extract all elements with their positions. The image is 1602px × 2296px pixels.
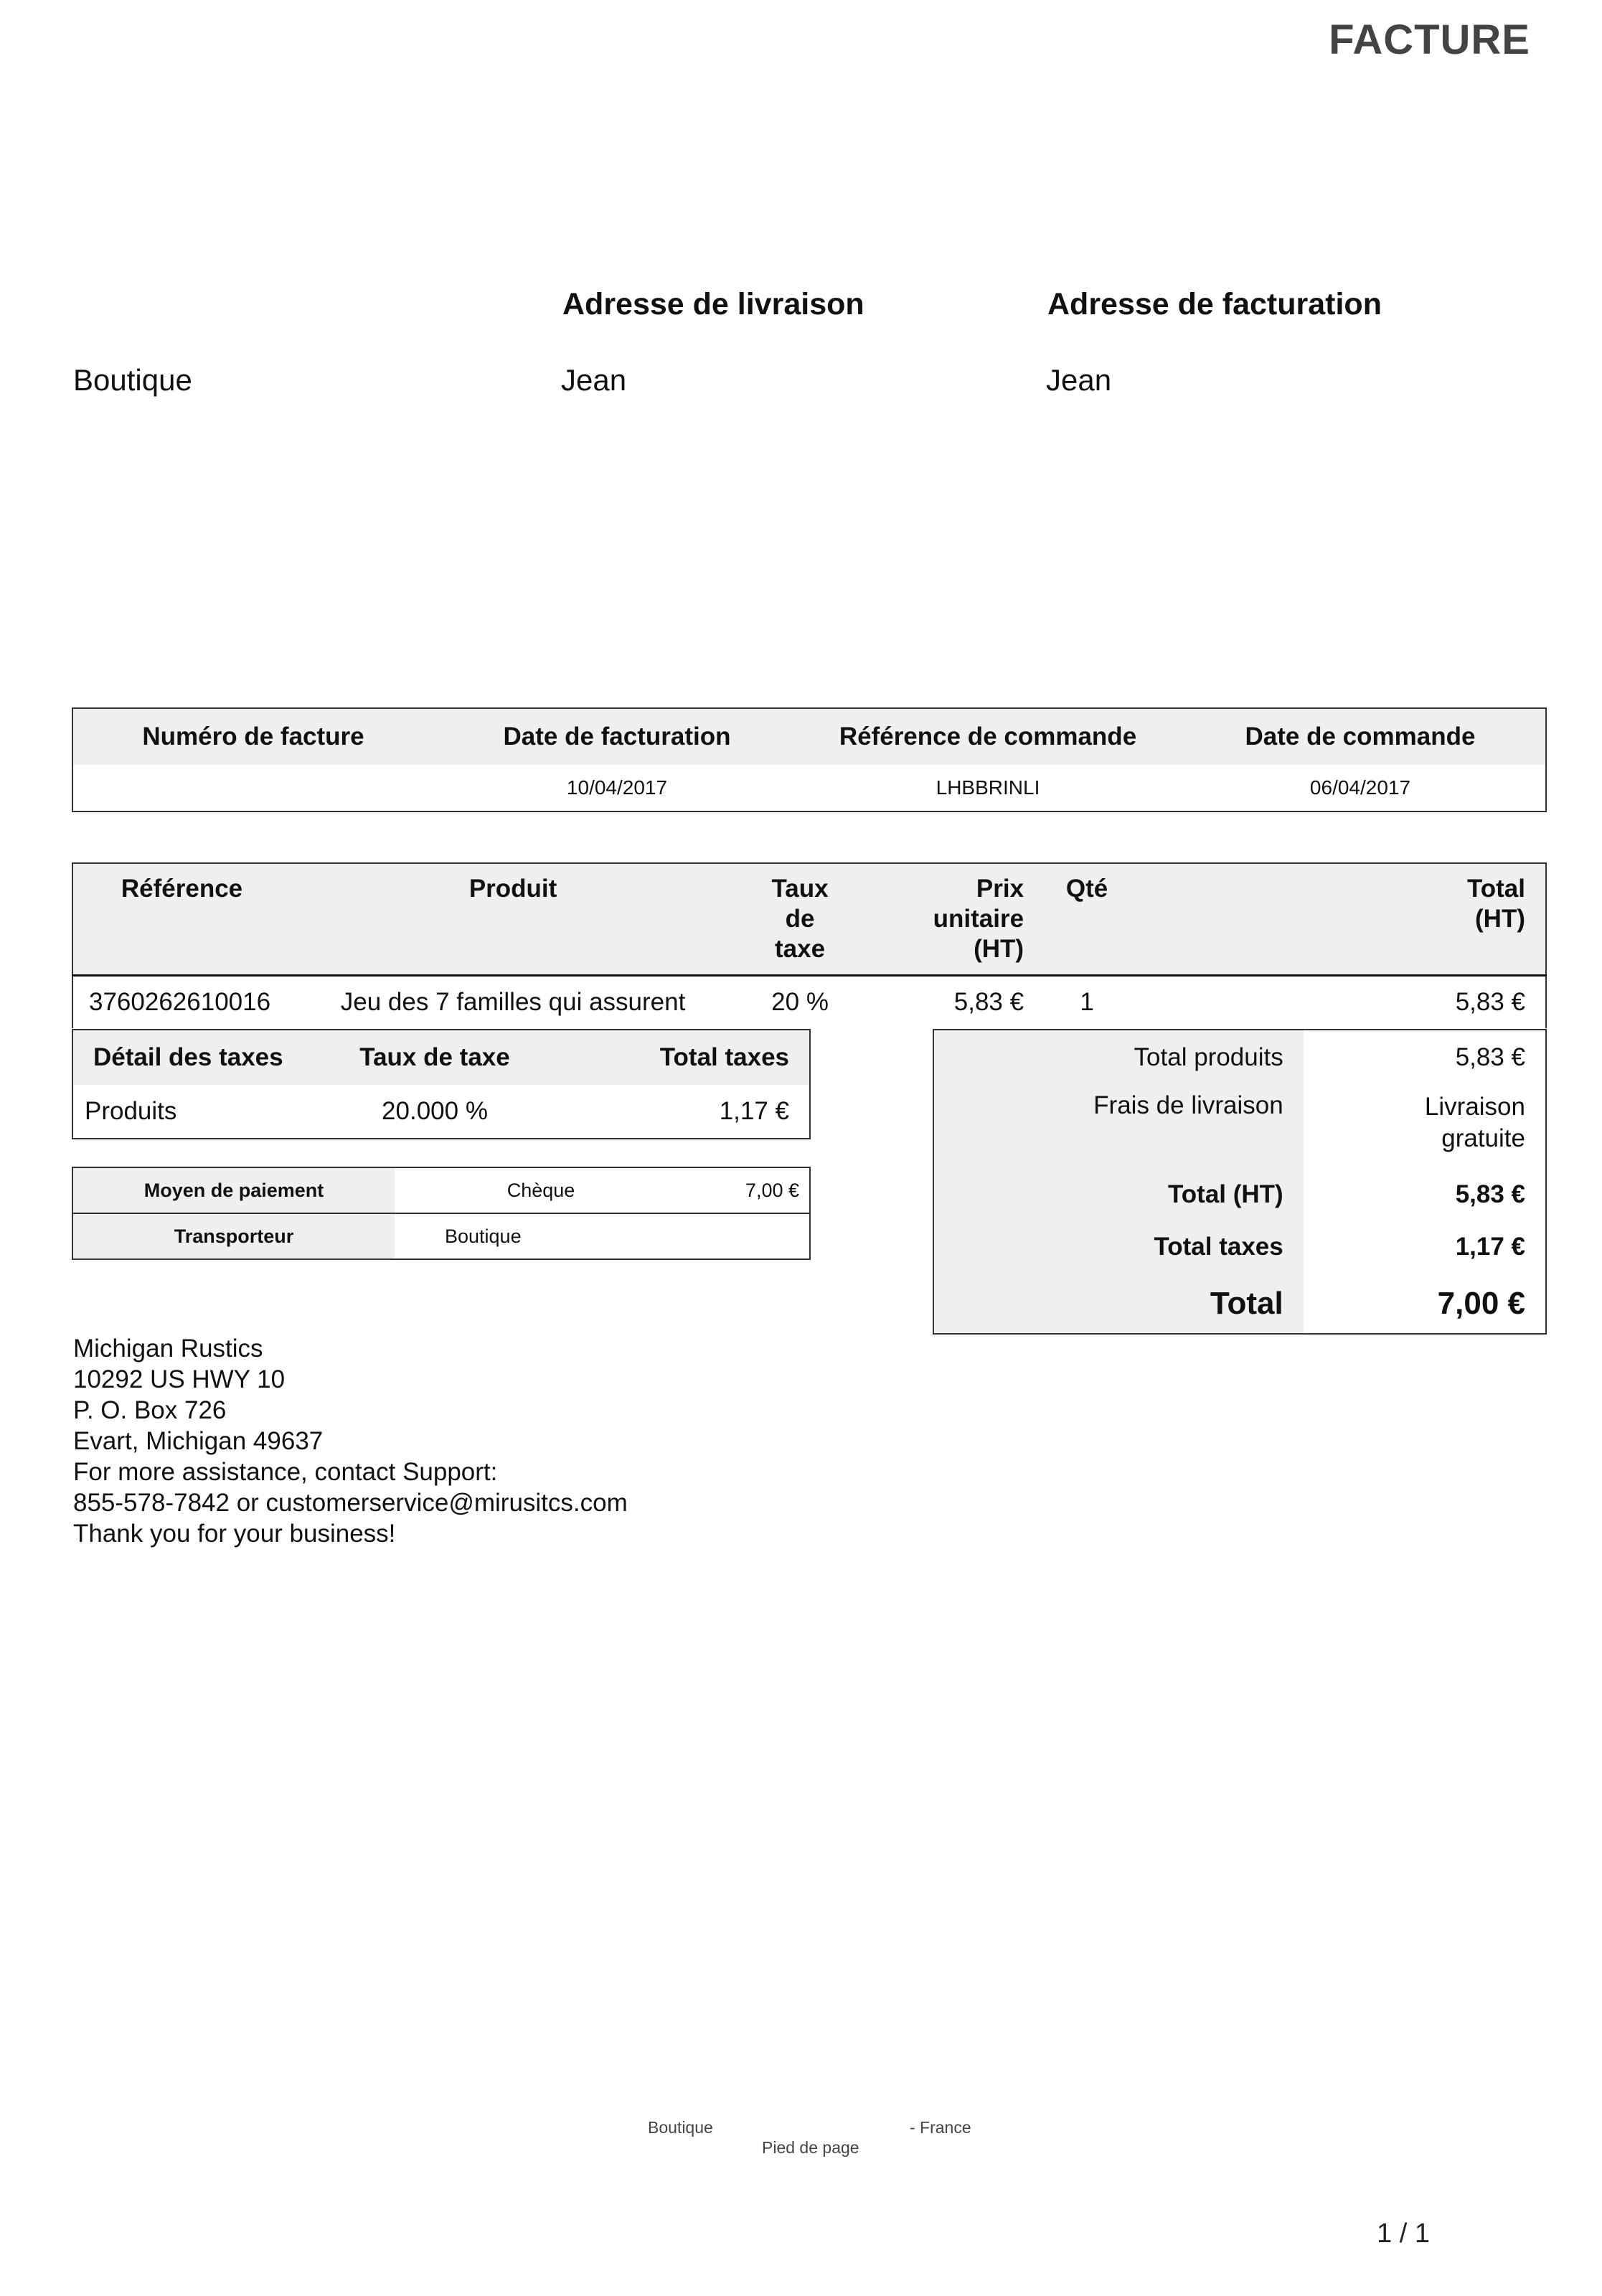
footer-shop: Boutique [648, 2118, 713, 2137]
tax-total-header: Total taxes [562, 1030, 810, 1085]
footer-note: Pied de page [762, 2138, 859, 2157]
footer-country: - France [910, 2118, 971, 2137]
total-products-label: Total produits [933, 1030, 1304, 1084]
tax-row-rate: 20.000 % [382, 1097, 488, 1125]
shop-info-line: For more assistance, contact Support: [73, 1458, 498, 1486]
product-qty: 1 [1080, 988, 1094, 1016]
invoice-date-value: 10/04/2017 [566, 776, 668, 799]
tax-rate-col-header: Taux de taxe [307, 1030, 562, 1085]
order-reference-header: Référence de commande [801, 708, 1175, 765]
shop-info-line: 855-578-7842 or customerservice@mirusitcs.com [73, 1489, 628, 1517]
tax-row-label: Produits [85, 1097, 177, 1125]
tax-row-total: 1,17 € [719, 1097, 789, 1125]
total-products-value: 5,83 € [1455, 1043, 1525, 1071]
billing-name: Jean [1046, 363, 1112, 397]
invoice-number-value [72, 765, 433, 811]
invoice-date-header: Date de facturation [433, 708, 801, 765]
shop-name: Boutique [73, 363, 192, 397]
shipping-value: Livraison gratuite [1424, 1093, 1525, 1152]
unit-price-header: Prix unitaire (HT) [864, 863, 1044, 976]
product-header: Produit [291, 863, 735, 976]
order-date-value: 06/04/2017 [1309, 776, 1411, 799]
product-reference: 3760262610016 [72, 976, 291, 1029]
payment-method-cell [395, 1167, 810, 1213]
tax-detail-table [72, 1029, 811, 1139]
payment-table [72, 1167, 811, 1260]
shipping-label: Frais de livraison [933, 1084, 1304, 1169]
tax-detail-header: Détail des taxes [72, 1030, 307, 1085]
shop-info-line: P. O. Box 726 [73, 1396, 227, 1424]
product-name: Jeu des 7 familles qui assurent [340, 988, 686, 1016]
shop-info-line: Thank you for your business! [73, 1520, 396, 1548]
delivery-address-heading: Adresse de livraison [562, 287, 864, 321]
total-header: Total (HT) [1130, 863, 1546, 976]
shop-info-line: Michigan Rustics [73, 1335, 263, 1363]
products-table [72, 862, 1547, 1028]
shop-info-line: Evart, Michigan 49637 [73, 1427, 324, 1455]
product-tax-rate: 20 % [771, 988, 829, 1016]
total-taxes-value: 1,17 € [1455, 1233, 1525, 1261]
invoice-info-table [72, 707, 1547, 812]
page-number: 1 / 1 [1377, 2219, 1430, 2249]
payment-method-label: Moyen de paiement [72, 1167, 395, 1213]
totals-table [933, 1029, 1547, 1335]
invoice-number-header: Numéro de facture [72, 708, 433, 765]
product-row [72, 976, 1546, 1029]
total-ht-label: Total (HT) [933, 1169, 1304, 1220]
payment-method-value: Chèque [506, 1179, 575, 1201]
total-taxes-label: Total taxes [933, 1220, 1304, 1274]
total-ht-value: 5,83 € [1455, 1180, 1525, 1208]
product-total: 5,83 € [1455, 988, 1525, 1016]
shop-info [73, 1333, 628, 1549]
reference-header: Référence [72, 863, 291, 976]
qty-header: Qté [1044, 863, 1130, 976]
grand-total-value: 7,00 € [1437, 1285, 1525, 1321]
tax-row [72, 1085, 810, 1139]
invoice-title: FACTURE [1329, 17, 1530, 63]
grand-total-label: Total [933, 1274, 1304, 1334]
order-reference-value: LHBBRINLI [936, 776, 1040, 799]
tax-rate-header: Taux de taxe [735, 863, 864, 976]
payment-method-amount: 7,00 € [745, 1179, 799, 1201]
order-date-header: Date de commande [1175, 708, 1546, 765]
product-unit-price: 5,83 € [953, 988, 1024, 1016]
shop-info-line: 10292 US HWY 10 [73, 1365, 286, 1393]
billing-address-heading: Adresse de facturation [1047, 287, 1382, 321]
delivery-name: Jean [561, 363, 627, 397]
carrier-value: Boutique [395, 1213, 810, 1259]
carrier-label: Transporteur [72, 1213, 395, 1259]
